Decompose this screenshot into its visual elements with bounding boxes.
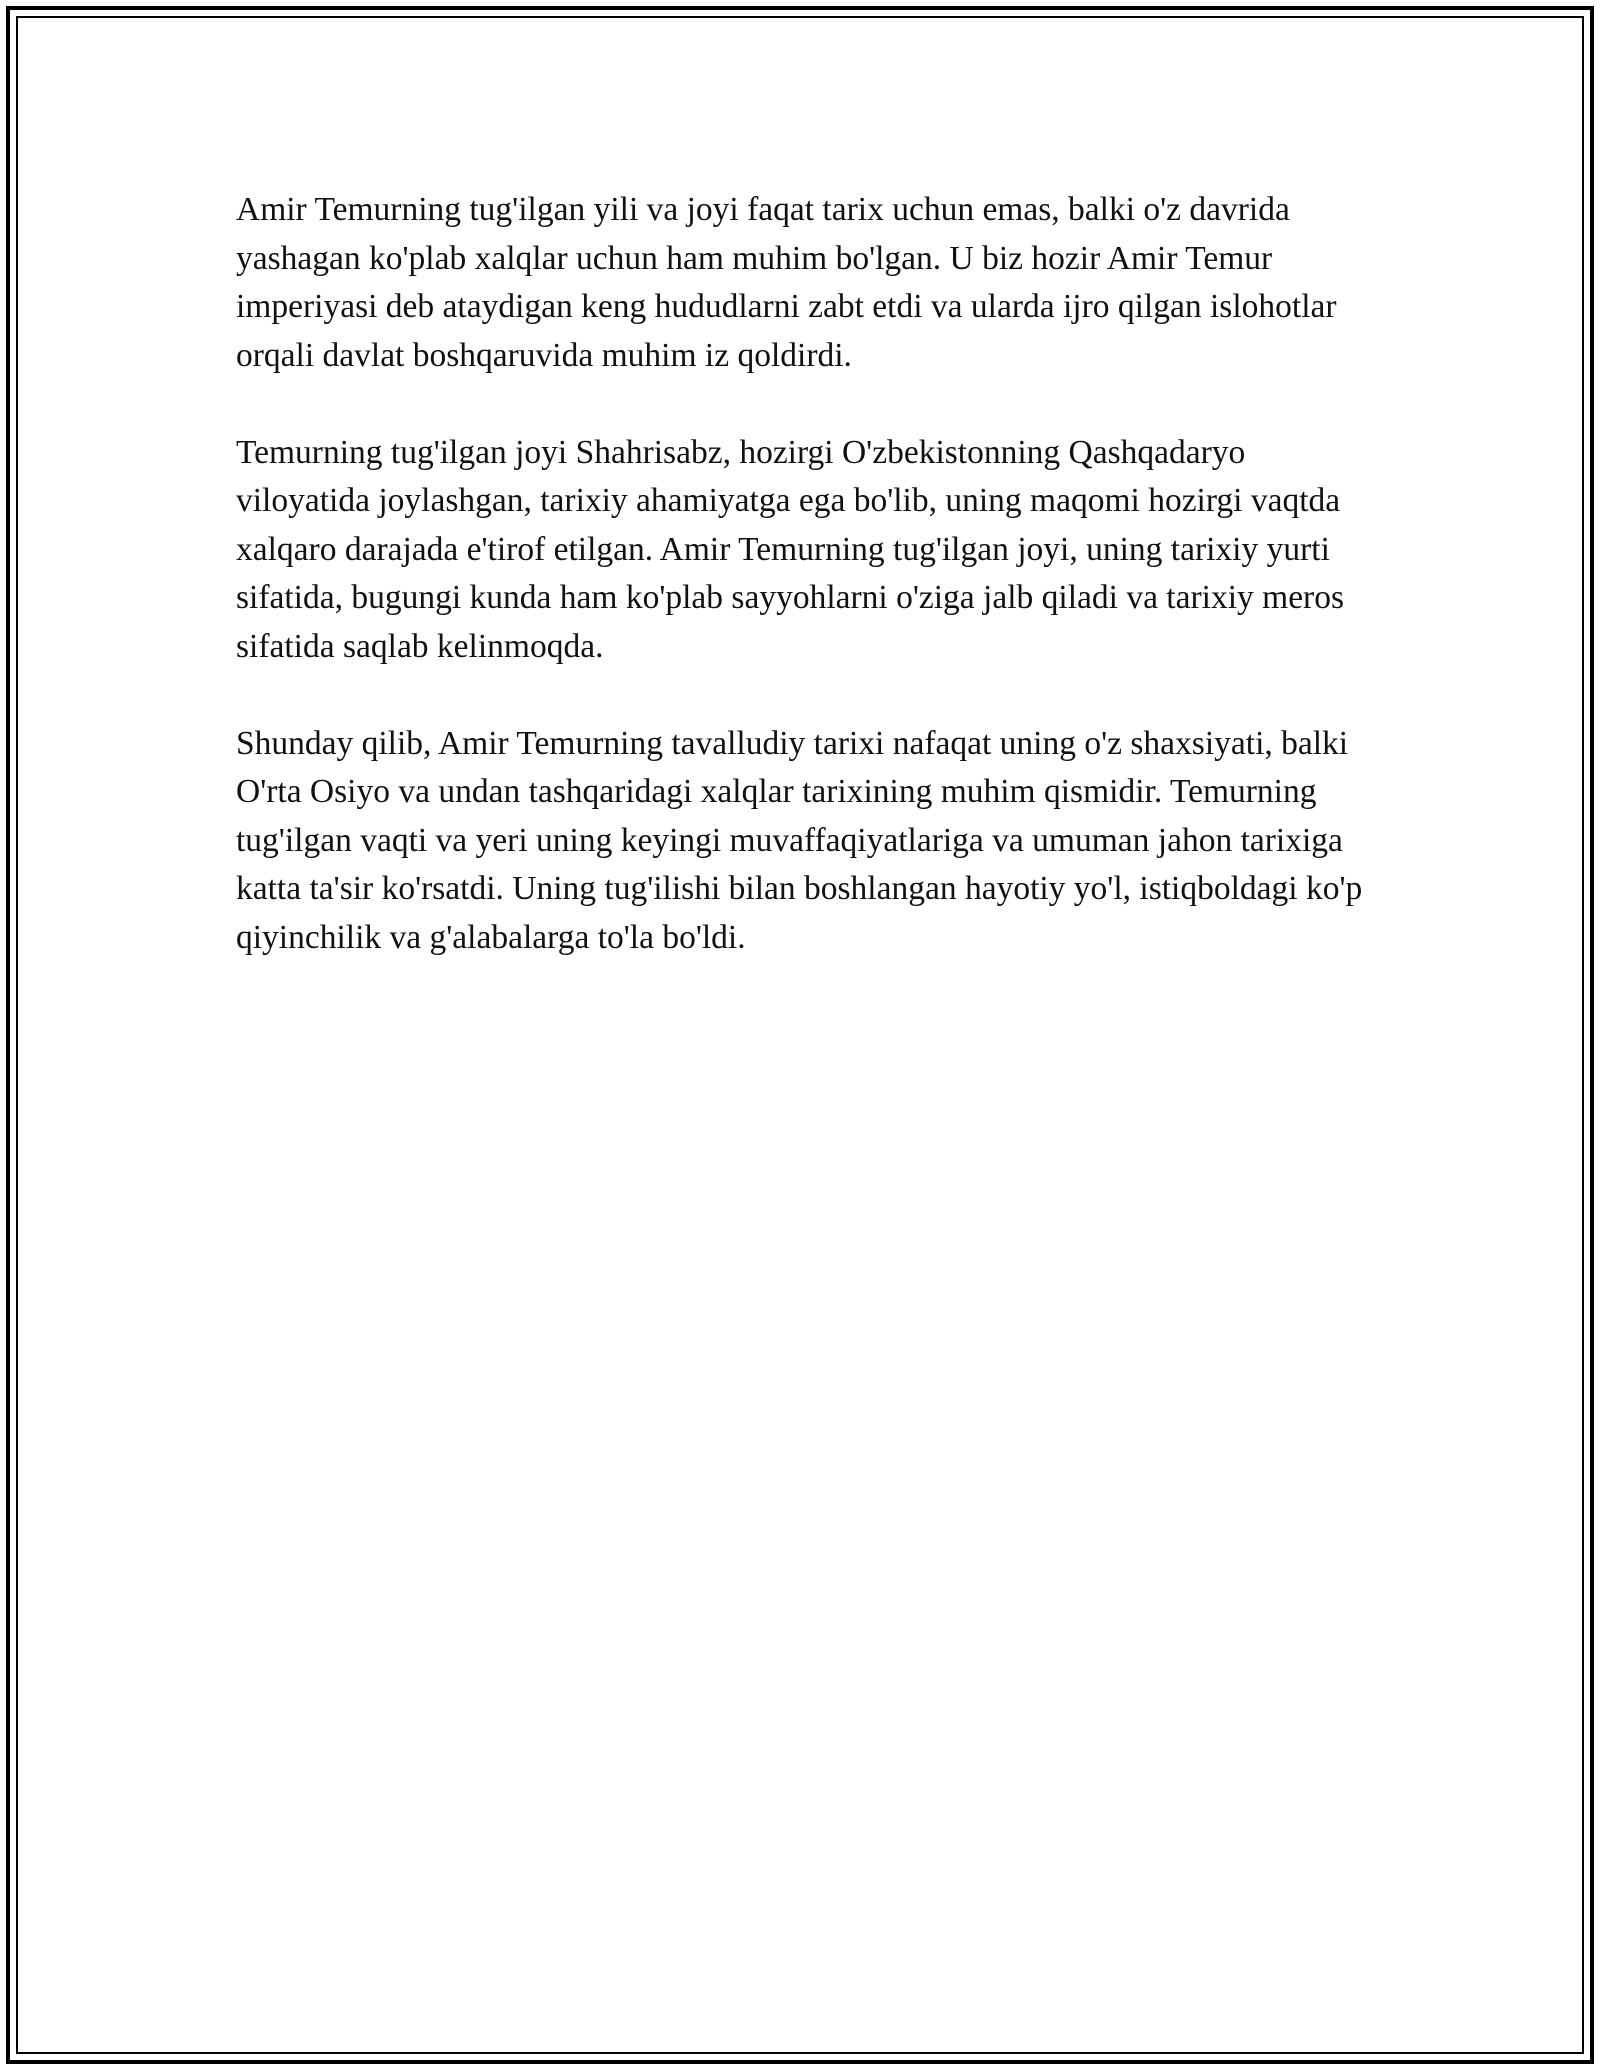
- paragraph-1: Amir Temurning tug'ilgan yili va joyi faqat tarix uchun emas, balki o'z davrida yashagan ko'plab xalqlar uchun ham muhim bo'lgan. U biz hozir Amir Temur imperiyasi deb ataydigan keng hududlarni zabt etdi va ularda ijro qilgan islohotlar orqali davlat boshqaruvida muhim iz qoldirdi.: [236, 191, 1337, 374]
- paragraph-3: Shunday qilib, Amir Temurning tavalludiy tarixi nafaqat uning o'z shaxsiyati, balki O'rta Osiyo va undan tashqaridagi xalqlar tarixining muhim qismidir. Temurning tug'ilgan vaqti va yeri uning keyingi muvaffaqiyatlariga va umuman jahon tarixiga katta ta'sir ko'rsatdi. Uning tug'ilishi bilan boshlangan hayotiy yo'l, istiqboldagi ko'p qiyinchilik va g'alabalarga to'la bo'ldi.: [236, 724, 1363, 956]
- paragraph-2: Temurning tug'ilgan joyi Shahrisabz, hozirgi O'zbekistonning Qashqadaryo viloyatida joylashgan, tarixiy ahamiyatga ega bo'lib, uning maqomi hozirgi vaqtda xalqaro darajada e'tirof etilgan. Amir Temurning tug'ilgan joyi, uning tarixiy yurti sifatida, bugungi kunda ham ko'plab sayyohlarni o'ziga jalb qiladi va tarixiy meros sifatida saqlab kelinmoqda.: [236, 433, 1345, 665]
- document-body: [236, 186, 1376, 962]
